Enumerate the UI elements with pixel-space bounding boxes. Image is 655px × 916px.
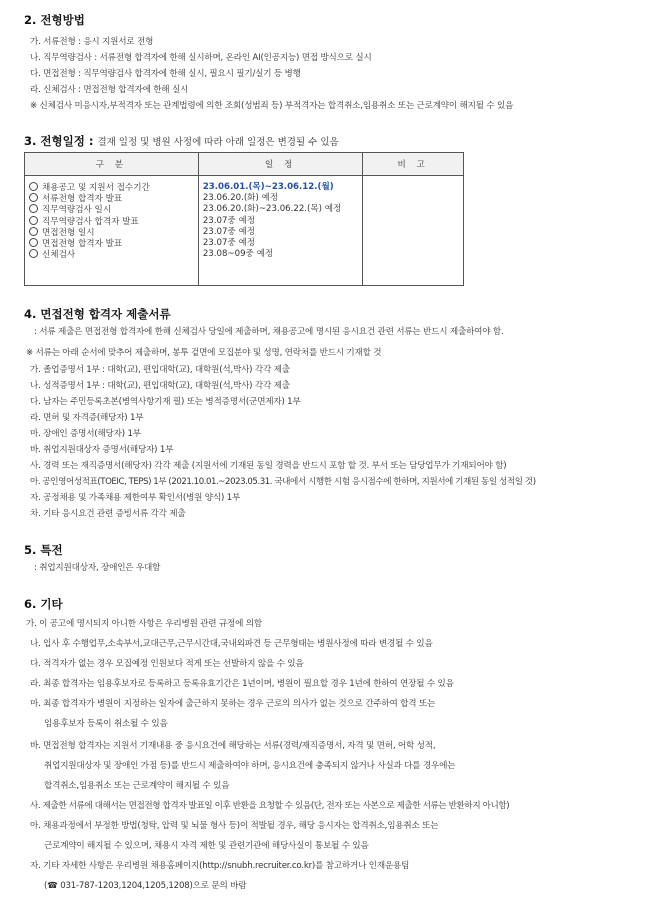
section6-line: 바. 면접전형 합격자는 지원서 기재내용 중 응시요건에 해당하는 서류(경력/재직증명서, 자격 및 면허, 어학 성적,	[30, 741, 436, 751]
schedule-remark-cell	[363, 176, 464, 286]
section4-line: 다. 남자는 주민등록초본(병역사항기재 필) 또는 병적증명서(군면제자) 1부	[30, 397, 301, 407]
section4-line: 나. 성적증명서 1부 : 대학(교), 편입대학(교), 대학원(석,박사) 각각 제출	[30, 381, 290, 391]
section6-line-cont: 임용후보자 등록이 취소될 수 있음	[44, 719, 168, 729]
section4-intro: : 서류 제출은 면접전형 합격자에 한해 신체검사 당일에 제출하며, 채용공고에 명시된 응시요건 관련 서류는 반드시 제출하여야 함.	[34, 327, 504, 337]
circle-bullet-icon	[29, 227, 38, 236]
section6-line: 라. 최종 합격자는 임용후보자로 등록하고 등록유효기간은 1년이며, 병원이 필요할 경우 1년에 한하여 연장될 수 있음	[30, 679, 454, 689]
section4-line: 차. 기타 응시요건 관련 증빙서류 각각 제출	[30, 509, 186, 519]
section4-line: 자. 공정채용 및 가족채용 제한여부 확인서(병원 양식) 1부	[30, 493, 241, 503]
section2-line: 라. 신체검사 : 면접전형 합격자에 한해 실시	[30, 85, 189, 95]
section3-note: 결재 일정 및 병원 사정에 따라 아래 일정은 변경될 수 있음	[97, 137, 339, 148]
circle-bullet-icon	[29, 182, 38, 191]
schedule-date-highlight: 23.06.01.(목)~23.06.12.(월)	[202, 182, 334, 192]
section6-line: 다. 적격자가 없는 경우 모집예정 인원보다 적게 또는 선발하지 않을 수 있음	[30, 659, 304, 669]
schedule-date: 23.08~09중 예정	[202, 249, 274, 260]
section6-line-cont: 근로계약이 해지될 수 있으며, 채용시 자격 제한 및 관련기관에 해당사실이 통보될 수 있음	[44, 841, 369, 851]
section6-title: 6. 기타	[24, 597, 63, 611]
schedule-item: 직무역량검사 일시	[29, 204, 194, 215]
section6-line: 나. 입사 후 수행업무,소속부서,교대근무,근무시간대,국내외파견 등 근무형태는 병원사정에 따라 변경될 수 있음	[30, 639, 433, 649]
section2-line: 다. 면접전형 : 직무역량검사 합격자에 한해 실시, 필요시 필기/실기 등 병행	[30, 69, 301, 79]
circle-bullet-icon	[29, 238, 38, 247]
schedule-header-remark: 비 고	[363, 153, 464, 176]
schedule-date: 23.07중 예정	[202, 215, 256, 226]
section6-line: 아. 채용과정에서 부정한 방법(청탁, 압력 및 뇌물 형사 등)이 적발될 경우, 해당 응시자는 합격취소,임용취소 또는	[30, 821, 439, 831]
section6-line: 가. 이 공고에 명시되지 아니한 사항은 우리병원 관련 규정에 의함	[26, 619, 262, 629]
schedule-header-date: 일 정	[198, 153, 363, 176]
section4-notice: ※ 서류는 아래 순서에 맞추어 제출하며, 봉투 겉면에 모집분야 및 성명, 연락처를 반드시 기재할 것	[26, 348, 382, 358]
schedule-item: 신체검사	[29, 249, 194, 260]
schedule-header-category: 구 분	[25, 153, 199, 176]
section6-line: 마. 최종 합격자가 병원이 지정하는 일자에 출근하지 못하는 경우 근로의 의사가 없는 것으로 간주하여 합격 또는	[30, 699, 436, 709]
section4-line: 가. 졸업증명서 1부 : 대학(교), 편입대학(교), 대학원(석,박사) 각각 제출	[30, 365, 290, 375]
schedule-item: 면접전형 일시	[29, 227, 194, 238]
section4-line: 아. 공인영어성적표(TOEIC, TEPS) 1부 (2021.10.01.~2023.05.31. 국내에서 시행한 시험 응시점수에 한하며, 지원서에 기재된 동일 성적일 것)	[30, 477, 536, 487]
schedule-date: 23.07중 예정	[202, 226, 256, 237]
section6-line: 사. 제출한 서류에 대해서는 면접전형 합격자 발표일 이후 반환을 요청할 수 있음(단, 전자 또는 사본으로 제출한 서류는 반환하지 아니함)	[30, 801, 510, 811]
schedule-items-cell	[25, 176, 199, 286]
circle-bullet-icon	[29, 249, 38, 258]
section6-line-cont: 합격취소,임용취소 또는 근로계약이 해지될 수 있음	[44, 781, 230, 791]
section4-line: 사. 경력 또는 재직증명서(해당자) 각각 제출 (지원서에 기재된 동일 경력을 반드시 포함 할 것. 부서 또는 담당업무가 기재되어야 함)	[30, 461, 507, 471]
circle-bullet-icon	[29, 193, 38, 202]
section6-line-cont: 취업지원대상자 및 장애인 가점 등)를 반드시 제출하여야 하며, 응시요건에 충족되지 않거나 사실과 다를 경우에는	[44, 761, 456, 771]
schedule-item: 면접전형 합격자 발표	[29, 238, 194, 249]
section3-title-text: 3. 전형일정 :	[24, 134, 94, 148]
section4-line: 바. 취업지원대상자 증명서(해당자) 1부	[30, 445, 174, 455]
schedule-item: 채용공고 및 지원서 접수기간	[29, 182, 194, 193]
section6-contact: (☎ 031-787-1203,1204,1205,1208)으로 문의 바람	[44, 881, 247, 891]
section4-line: 라. 면허 및 자격증(해당자) 1부	[30, 413, 144, 423]
section2-line: 가. 서류전형 : 응시 지원서로 전형	[30, 37, 154, 47]
schedule-table	[24, 152, 464, 286]
section2-line: 나. 직무역량검사 : 서류전형 합격자에 한해 실시하며, 온라인 AI(인공지능) 면접 방식으로 실시	[30, 53, 372, 63]
schedule-date: 23.06.20.(화) 예정	[202, 193, 279, 204]
section6-line: 자. 기타 자세한 사항은 우리병원 채용홈페이지(http://snubh.recruiter.co.kr)를 참고하거나 인재운용팀	[30, 861, 410, 871]
section4-line: 마. 장애인 증명서(해당자) 1부	[30, 429, 141, 439]
circle-bullet-icon	[29, 204, 38, 213]
section5-line: : 취업지원대상자, 장애인은 우대함	[34, 563, 161, 573]
section5-title: 5. 특전	[24, 543, 63, 557]
section2-title: 2. 전형방법	[24, 13, 85, 27]
section4-title: 4. 면접전형 합격자 제출서류	[24, 307, 171, 321]
section3-title	[24, 133, 339, 149]
schedule-date: 23.07중 예정	[202, 237, 256, 248]
schedule-date: 23.06.20.(화)~23.06.22.(목) 예정	[202, 204, 342, 215]
schedule-item: 직무역량검사 합격자 발표	[29, 216, 194, 227]
section2-note: ※ 신체검사 미응시자,부적격자 또는 관계법령에 의한 조회(성범죄 등) 부적격자는 합격취소,임용취소 또는 근로계약이 해지될 수 있음	[30, 101, 514, 111]
schedule-item: 서류전형 합격자 발표	[29, 193, 194, 204]
schedule-dates-cell	[198, 176, 363, 286]
circle-bullet-icon	[29, 216, 38, 225]
